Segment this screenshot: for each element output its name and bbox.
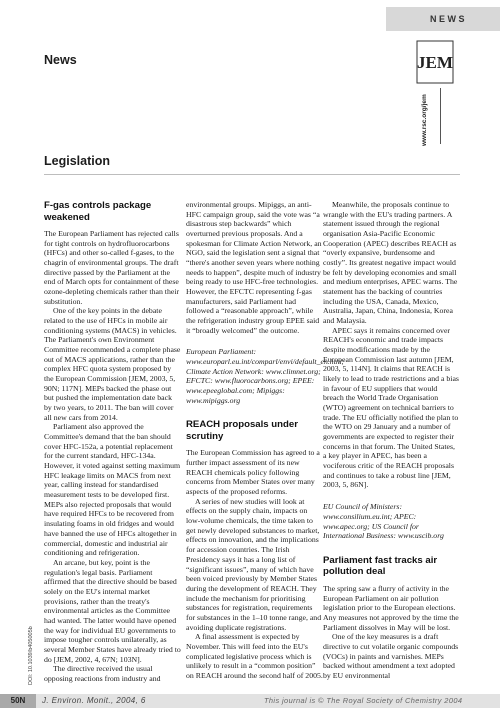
news-tab: NEWS xyxy=(386,7,500,31)
journal-citation: J. Environ. Monit., 2004, 6 xyxy=(42,696,146,705)
paragraph: The European Commission has agreed to a further impact assessment of its new REACH chemicals policy following concerns from Member States over many aspects of the proposed reforms. xyxy=(186,448,320,497)
paragraph: The spring saw a flurry of activity in the European Parliament on air pollution legislation prior to the European elections. Any measures not approved by the time the Parliament dissolves in May will be lost. xyxy=(323,583,459,632)
page-number: 50N xyxy=(0,694,36,708)
jem-logo xyxy=(416,40,454,84)
paragraph: An arcane, but key, point is the regulation's legal basis. Parliament affirmed that the directive should be based solely on the EU's internal market provisions, rather than the treaty's environmental articles as the Committee had wanted. The latter would have opened the way for individual EU governments to impose tougher controls unilaterally, as several Member States have already tried to do [JEM, 2002, 4, 67N; 103N]. xyxy=(44,557,181,664)
reference-links: EU Council of Ministers: www.consilium.eu.int; APEC: www.apec.org; US Council for International Business: www.uscib.org xyxy=(323,502,444,541)
column-3 xyxy=(323,200,460,681)
paragraph: Parliament also approved the Committee's demand that the ban should cover HFC-152a, a potential replacement for the current standard, HFC-134a. However, it voted against setting maximum HFC leakage limits on MACS from next year, calling instead for standardised measurement tests to be developed first. MEPs also rejected proposals that would have required HFCs to be recovered from insulating foams in old fridges and would have banned the use of HFCs altogether in commercial, domestic and industrial air conditioning and refrigeration. xyxy=(44,422,181,558)
journal-url: www.rsc.org/jem xyxy=(421,94,428,146)
paragraph: One of the key points in the debate related to the use of HFCs in mobile air conditioning systems (MACS) in vehicles. The Parliament's own Environment Committee recommended a complete phase out of MACS applications, rather than the complex HFC quota system proposed by the European Commission [JEM, 2003, 5, 90N; 117N]. MEPs backed the phase out but pushed the implementation date back by two years, to 2011. The ban will cover all new cars from 2014. xyxy=(44,306,181,422)
column-1 xyxy=(44,200,181,684)
section-title-news: News xyxy=(44,53,77,67)
logo-text: JEM xyxy=(417,53,453,72)
column-2 xyxy=(186,200,345,681)
article-heading-fgas: F-gas controls package weakened xyxy=(44,200,152,223)
copyright-notice: This journal is © The Royal Society of Chemistry 2004 xyxy=(264,696,463,705)
paragraph: The directive received the usual opposing reactions from industry and xyxy=(44,664,161,683)
paragraph: One of the key measures is a draft directive to cut volatile organic compounds (VOCs) in paints and varnishes. MEPs backed without amendment a text adopted by EU environmental xyxy=(323,632,459,680)
section-title-legislation: Legislation xyxy=(44,154,110,168)
reference-links: European Parliament: www.europarl.eu.int/comparl/envi/default_en.htm; Climate Action Network: www.climnet.org; EFCTC: www.fluorocarbons.org; EPEE: www.epeeglobal.com; Mipiggs: www.mipiggs.org xyxy=(186,347,345,405)
article-heading-air-pollution: Parliament fast tracks air pollution deal xyxy=(323,554,438,578)
article-heading-reach: REACH proposals under scrutiny xyxy=(186,419,298,442)
paragraph: The European Parliament has rejected calls for tight controls on hydrofluorocarbons (HFCs) and other so-called f-gases, to the chagrin of environmental groups. The draft directive passed by the Parliament at the end of March opts for containment of these ozone-depleting chemicals rather than their substitution. xyxy=(44,229,180,306)
jem-logo-mark xyxy=(416,40,454,84)
paragraph: A series of new studies will look at effects on the supply chain, impacts on low-volume chemicals, the time taken to get newly developed substances to market, effects on innovation, and the implications for accession countries. The Irish Presidency says it has a long list of “significant issues”, many of which have been voiced previously by Member States during the development of REACH. They include the mechanism for prioritising substances for registration, requirements for substances in the 1–10 tonne range, and avoiding duplicate registrations. xyxy=(186,496,322,632)
doi-label: DOI: 10.1039/b405005b xyxy=(28,626,34,685)
paragraph: Meanwhile, the proposals continue to wrangle with the EU's trading partners. A statement issued through the regional organisation Asia-Pacific Economic Cooperation (APEC) describes REACH as “overly expansive, burdensome and costly”. Its greatest negative impact would be felt by developing economies and small and medium enterprises, APEC warns. The statement has the backing of countries including the USA, Canada, Mexico, Australia, Japan, China, Indonesia, Korea and Malaysia. xyxy=(323,200,458,326)
paragraph: environmental groups. Mipiggs, an anti-HFC campaign group, said the vote was “a disastrous step backwards” which overturned previous proposals. And a spokesman for Climate Action Network, an NGO, said the legislation sent a signal that “there's another seven years where nothing needs to happen”, despite much of industry being ready to use HFC-free technologies. However, the EFCTC representing f-gas manufacturers, said Parliament had followed a “reasonable approach”, while the refrigeration industry group EPEE said it “broadly welcomed” the outcome. xyxy=(186,200,322,335)
logo-divider xyxy=(440,88,441,144)
paragraph: APEC says it remains concerned over REACH's economic and trade impacts despite modifications made by the European Commission last autumn [JEM, 2003, 5, 114N]. It claims that REACH is likely to lead to trade restrictions and a bias in favour of EU suppliers that would breach the World Trade Organisation (WTO) agreement on technical barriers to trade. The EU officially notified the plan to the WTO on 29 January and a number of governments are expected to register their concerns in that forum. The United States, a key player in APEC, has been a vociferous critic of the REACH proposals and continues to take a robust line [JEM, 2003, 5, 86N]. xyxy=(323,325,459,490)
section-divider xyxy=(44,174,460,175)
paragraph: A final assessment is expected by November. This will feed into the EU's complicated legislative process which is unlikely to result in a “common position” on REACH around the second half of 2005. xyxy=(186,632,323,680)
